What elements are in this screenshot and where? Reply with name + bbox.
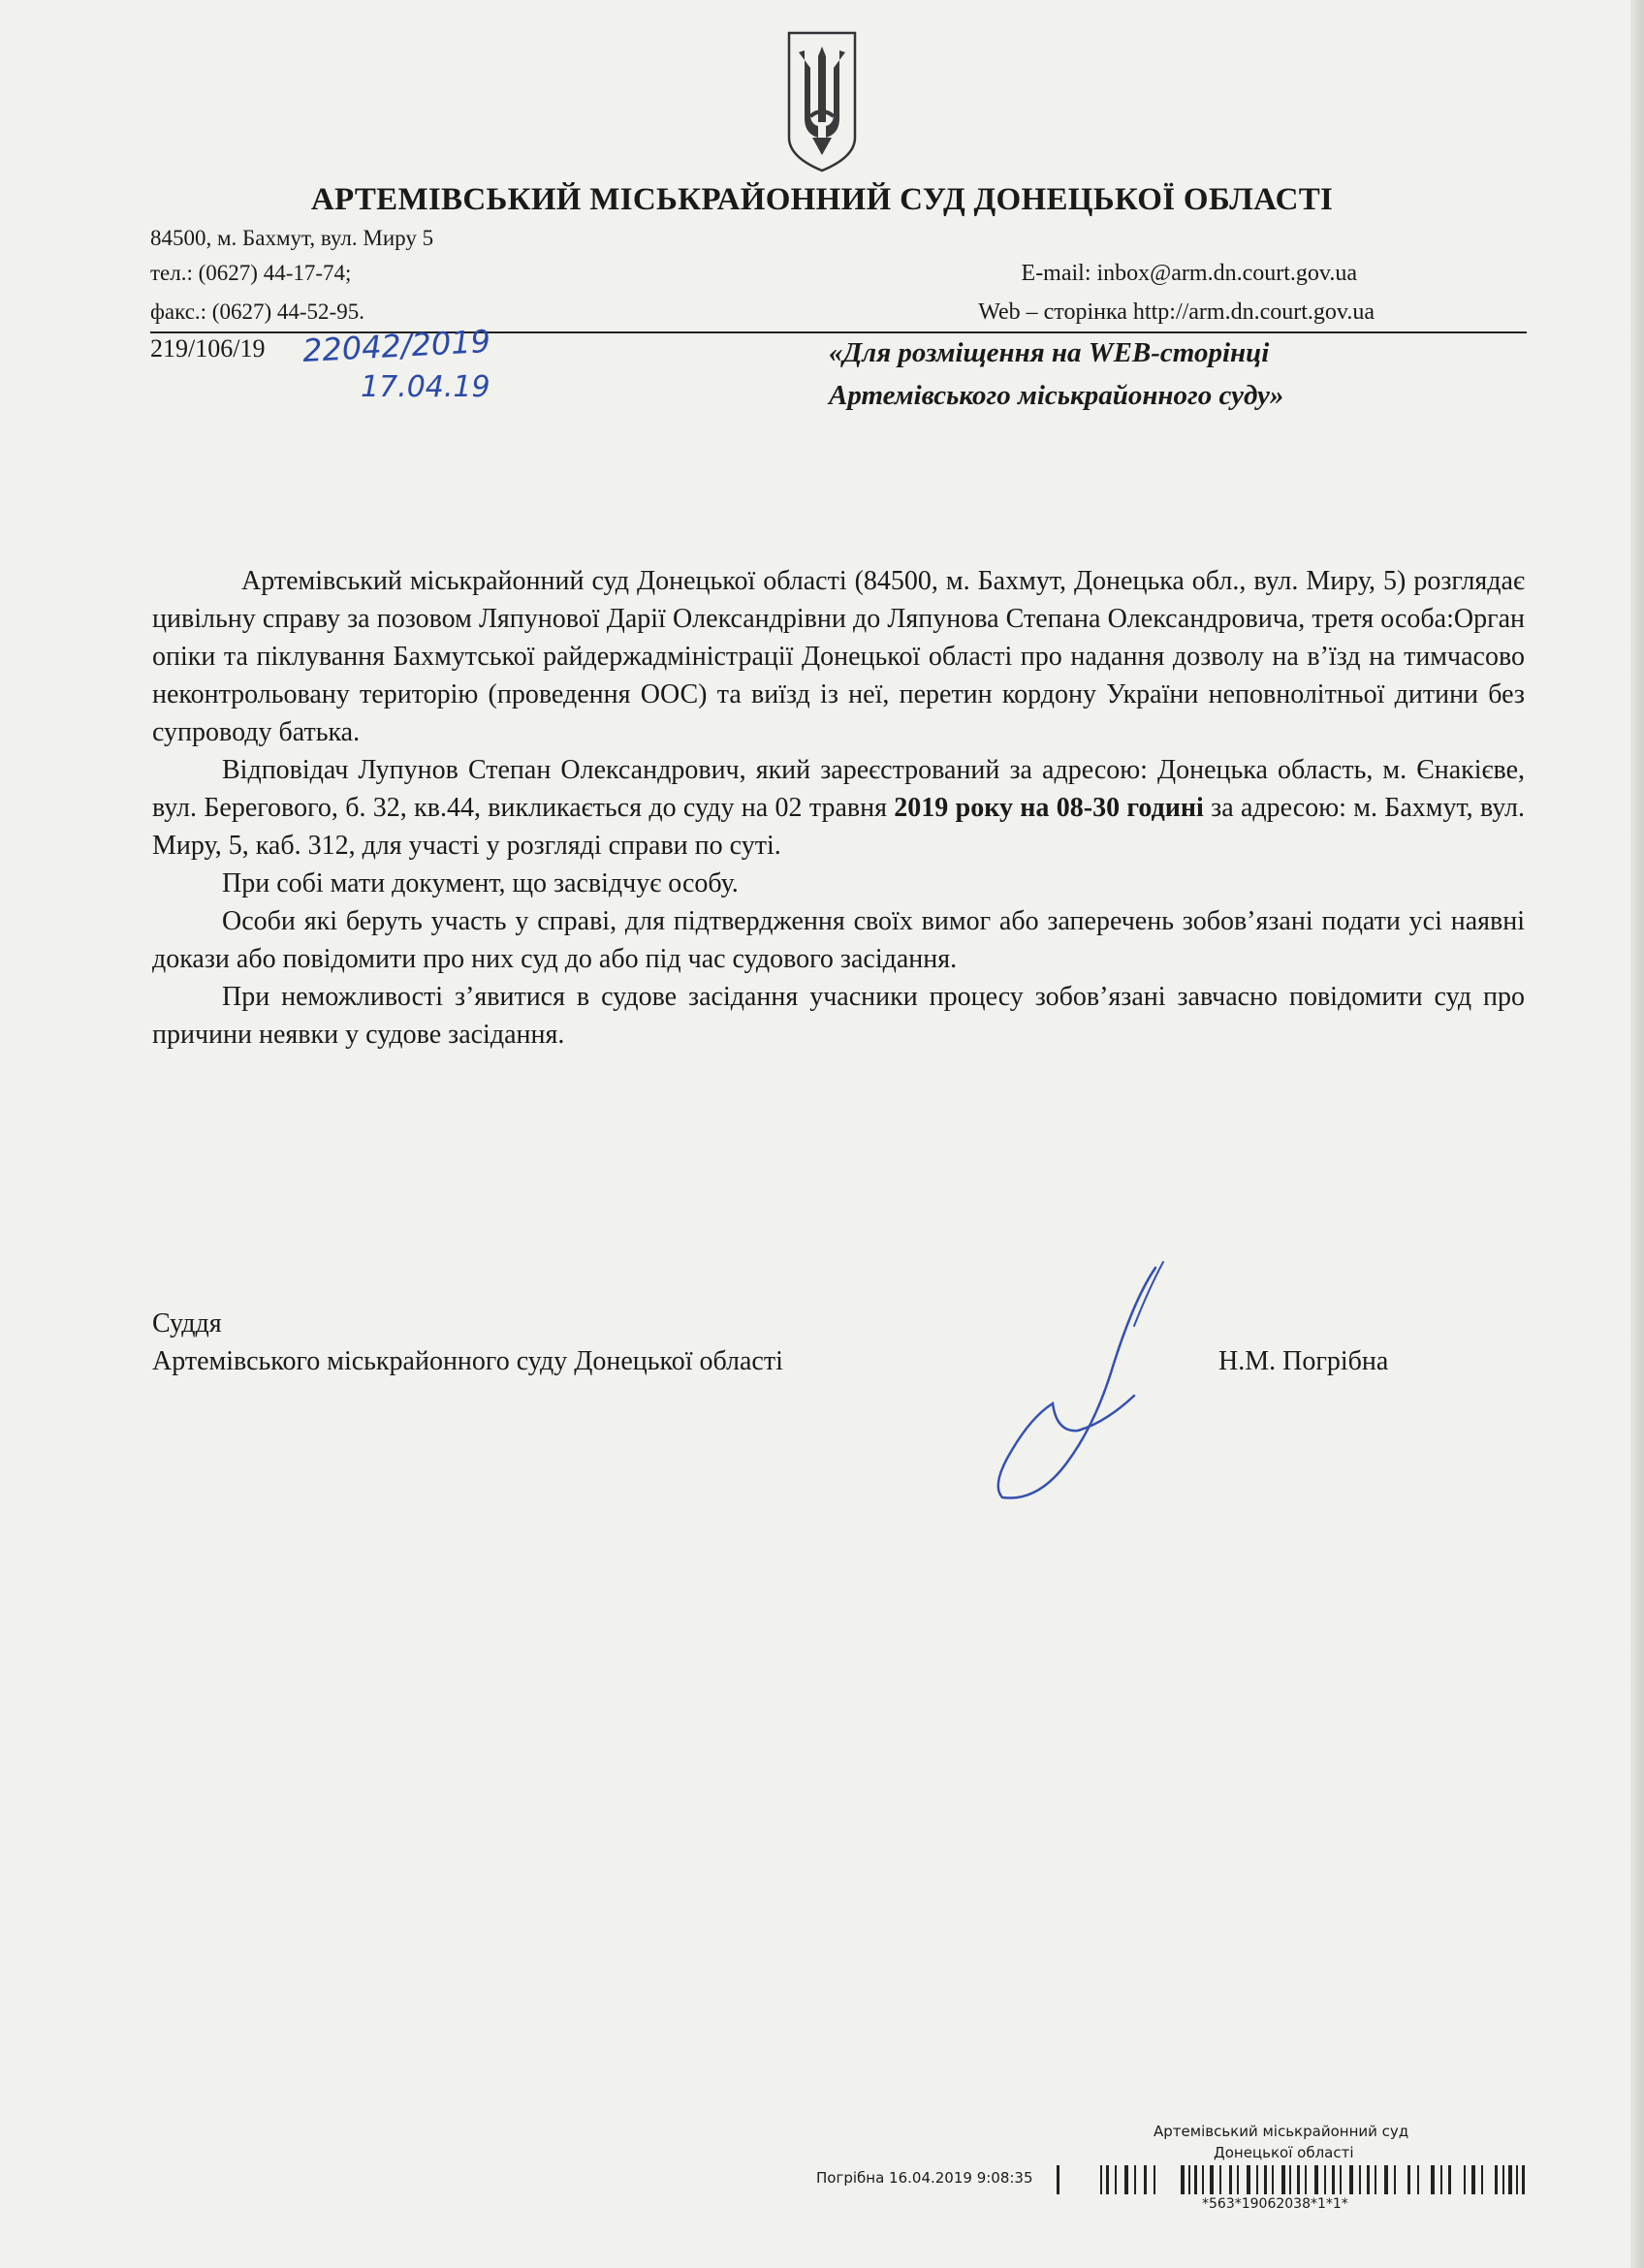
summons-date-time: 2019 року на 08-30 годині: [894, 793, 1204, 823]
handwritten-number: 22042/2019: [301, 322, 491, 370]
court-fax: факс.: (0627) 44-52-95.: [150, 299, 364, 324]
scan-edge: [1630, 0, 1644, 2268]
summons-text-part2: за адресою: м. Бахмут, вул. Миру, 5, каб. 312, для участі у розгляді справи по суті.: [152, 793, 1525, 861]
web-notice-line1: «Для розміщення на WEB-сторінці: [829, 337, 1270, 368]
court-website: Web – сторінка http://arm.dn.court.gov.ua: [978, 299, 1375, 325]
paragraph-evidence: Особи які беруть участь у справі, для підтвердження своїх вимог або заперечень зобов’язані подати усі наявні докази або повідомити про них суд до або під час судового засідання.: [152, 906, 1525, 974]
web-notice: [829, 331, 1283, 417]
stamp-registration: Погрібна 16.04.2019 9:08:35: [816, 2169, 1033, 2187]
stamp-court-line1: Артемівський міськрайонний суд: [1154, 2123, 1409, 2140]
paragraph-absence: При неможливості з’явитися в судове засідання учасники процесу зобов’язані завчасно повідомити суд про причини неявки у судове засідання.: [152, 982, 1525, 1050]
signature-title: Суддя: [152, 1308, 222, 1339]
handwritten-signature: [989, 1260, 1192, 1522]
court-title: АРТЕМІВСЬКИЙ МІСЬКРАЙОННИЙ СУД ДОНЕЦЬКОЇ ОБЛАСТІ: [310, 182, 1334, 217]
stamp-court-line2: Донецької області: [1214, 2144, 1354, 2161]
trident-coat-of-arms-icon: [783, 29, 861, 174]
judge-name: Н.М. Погрібна: [1218, 1346, 1389, 1376]
web-notice-line2: Артемівського міськрайонного суду»: [829, 380, 1284, 411]
handwritten-date: 17.04.19: [361, 370, 490, 404]
outgoing-number: 219/106/19: [150, 334, 266, 362]
summons-text-part1: Відповідач Лупунов Степан Олександрович, який зареєстрований за адресою: Донецька область, м. Єнакієве, вул. Берегового, б. 32, кв.44, викликається до суду на 02 травня: [152, 755, 1525, 823]
paragraph-summons: [152, 751, 1525, 865]
signature-court: Артемівського міськрайонного суду Донецької області: [152, 1346, 783, 1376]
paragraph-id-document: При собі мати документ, що засвідчує особу.: [222, 868, 739, 898]
barcode: [1057, 2165, 1528, 2194]
paragraph-case: Артемівський міськрайонний суд Донецької області (84500, м. Бахмут, Донецька обл., вул. Миру, 5) розглядає цивільну справу за позовом Ляпунової Дарії Олександрівни до Ляпунова Степана Олександровича, третя особа:Орган опіки та піклування Бахмутської райдержадміністрації Донецької області про надання дозволу на в’їзд на тимчасово неконтрольовану територію (проведення ООС) та виїзд із неї, перетин кордону України неповнолітньої дитини без супроводу батька.: [152, 566, 1525, 747]
court-address: 84500, м. Бахмут, вул. Миру 5: [150, 226, 434, 250]
barcode-text: *563*19062038*1*1*: [1202, 2196, 1348, 2212]
court-phone: тел.: (0627) 44-17-74;: [150, 261, 352, 285]
court-email: E-mail: inbox@arm.dn.court.gov.ua: [1021, 261, 1357, 286]
summons-body: [152, 562, 1525, 1054]
